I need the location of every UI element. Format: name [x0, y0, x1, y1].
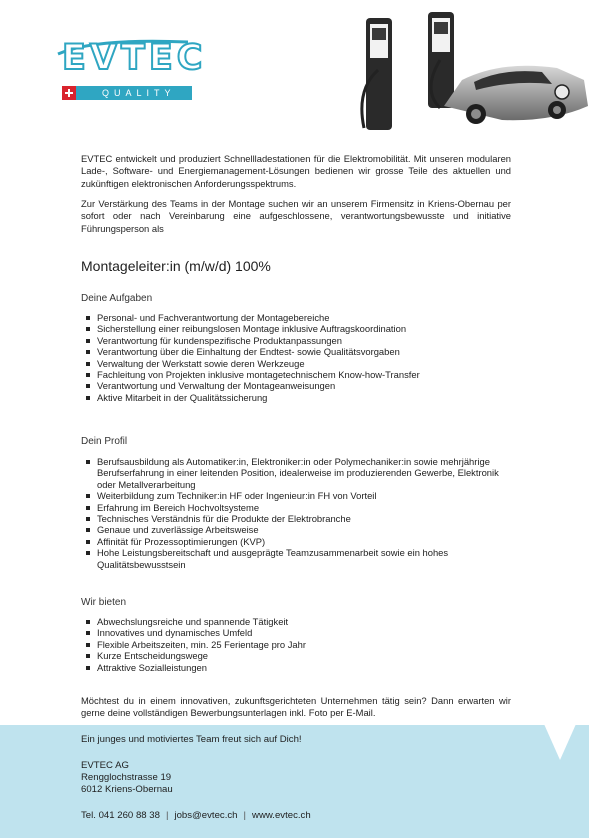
- city-address: 6012 Kriens-Obernau: [81, 784, 173, 795]
- list-item: Innovatives und dynamisches Umfeld: [86, 627, 516, 638]
- list-item: Weiterbildung zum Techniker:in HF oder Ingenieur:in FH von Vorteil: [86, 490, 516, 501]
- list-item: Verantwortung für kundenspezifische Produktanpassungen: [86, 335, 516, 346]
- list-item: Verwaltung der Werkstatt sowie deren Werkzeuge: [86, 358, 516, 369]
- street-address: Rengglochstrasse 19: [81, 772, 172, 783]
- job-title: Montageleiter:in (m/w/d) 100%: [81, 258, 271, 274]
- list-item: Hohe Leistungsbereitschaft und ausgeprägte Teamzusammenarbeit sowie ein hohes Qualitätsbewusstsein: [86, 547, 516, 570]
- contact-line: [81, 810, 311, 822]
- website-link[interactable]: www.evtec.ch: [252, 810, 311, 821]
- logo-tagline-bar: [76, 86, 192, 100]
- separator: |: [165, 810, 169, 821]
- swiss-cross-icon: [62, 86, 76, 100]
- evtec-quality-logo: [54, 38, 207, 106]
- list-item: Abwechslungsreiche und spannende Tätigkeit: [86, 616, 516, 627]
- company-name: EVTEC AG: [81, 760, 129, 771]
- separator: |: [243, 810, 247, 821]
- list-item: Verantwortung und Verwaltung der Montageanweisungen: [86, 380, 516, 391]
- list-item: Fachleitung von Projekten inklusive montagetechnischem Know-how-Transfer: [86, 369, 516, 380]
- list-item: Aktive Mitarbeit in der Qualitätssicherung: [86, 392, 516, 403]
- list-item: Attraktive Sozialleistungen: [86, 662, 516, 673]
- profile-list: [86, 456, 516, 570]
- list-item: Berufsausbildung als Automatiker:in, Elektroniker:in oder Polymechaniker:in sowie mehrjährige Berufserfahrung in einer leitenden Position, idealerweise im produzierenden Gewerbe, Elektronik oder Metallverarbeitung: [86, 456, 516, 490]
- tasks-list: [86, 312, 516, 403]
- list-item: Sicherstellung einer reibungslosen Montage inklusive Auftragskoordination: [86, 323, 516, 334]
- footer-notch: [540, 715, 580, 760]
- list-item: Verantwortung über die Einhaltung der Endtest- sowie Qualitätsvorgaben: [86, 346, 516, 357]
- list-item: Flexible Arbeitszeiten, min. 25 Ferientage pro Jahr: [86, 639, 516, 650]
- list-item: Genaue und zuverlässige Arbeitsweise: [86, 524, 516, 535]
- list-item: Personal- und Fachverantwortung der Montagebereiche: [86, 312, 516, 323]
- list-item: Erfahrung im Bereich Hochvoltsysteme: [86, 502, 516, 513]
- offer-heading: Wir bieten: [81, 597, 127, 608]
- list-item: Technisches Verständnis für die Produkte der Elektrobranche: [86, 513, 516, 524]
- company-address: [81, 760, 173, 796]
- team-paragraph: Zur Verstärkung des Teams in der Montage suchen wir an unserem Firmensitz in Kriens-Obernau per sofort oder nach Vereinbarung eine aufgeschlossene, verantwortungsbewusste und initiative Führungsperson als: [81, 198, 511, 234]
- phone-number[interactable]: Tel. 041 260 88 38: [81, 810, 160, 821]
- list-item: Kurze Entscheidungswege: [86, 650, 516, 661]
- intro-paragraph: EVTEC entwickelt und produziert Schnellladestationen für die Elektromobilität. Mit unseren modularen Lade-, Software- und Energiemanagement-Lösungen bedienen wir grosse Teile des aktuellen und zukünftigen elektronischen Anforderungsspektrums.: [81, 153, 511, 189]
- logo-wordmark: EVTEC: [62, 38, 207, 78]
- offer-list: [86, 616, 516, 673]
- team-tagline: Ein junges und motiviertes Team freut sich auf Dich!: [81, 734, 302, 745]
- profile-heading: Dein Profil: [81, 436, 128, 447]
- charger-and-car-illustration: [352, 10, 589, 140]
- list-item: Affinität für Prozessoptimierungen (KVP): [86, 536, 516, 547]
- logo-tagline: QUALITY: [102, 88, 176, 98]
- closing-paragraph: Möchtest du in einem innovativen, zukunftsgerichteten Unternehmen tätig sein? Dann erwarten wir gerne deine vollständigen Bewerbungsunterlagen inkl. Foto per E-Mail.: [81, 695, 511, 719]
- email-link[interactable]: jobs@evtec.ch: [174, 810, 238, 821]
- tasks-heading: Deine Aufgaben: [81, 293, 153, 304]
